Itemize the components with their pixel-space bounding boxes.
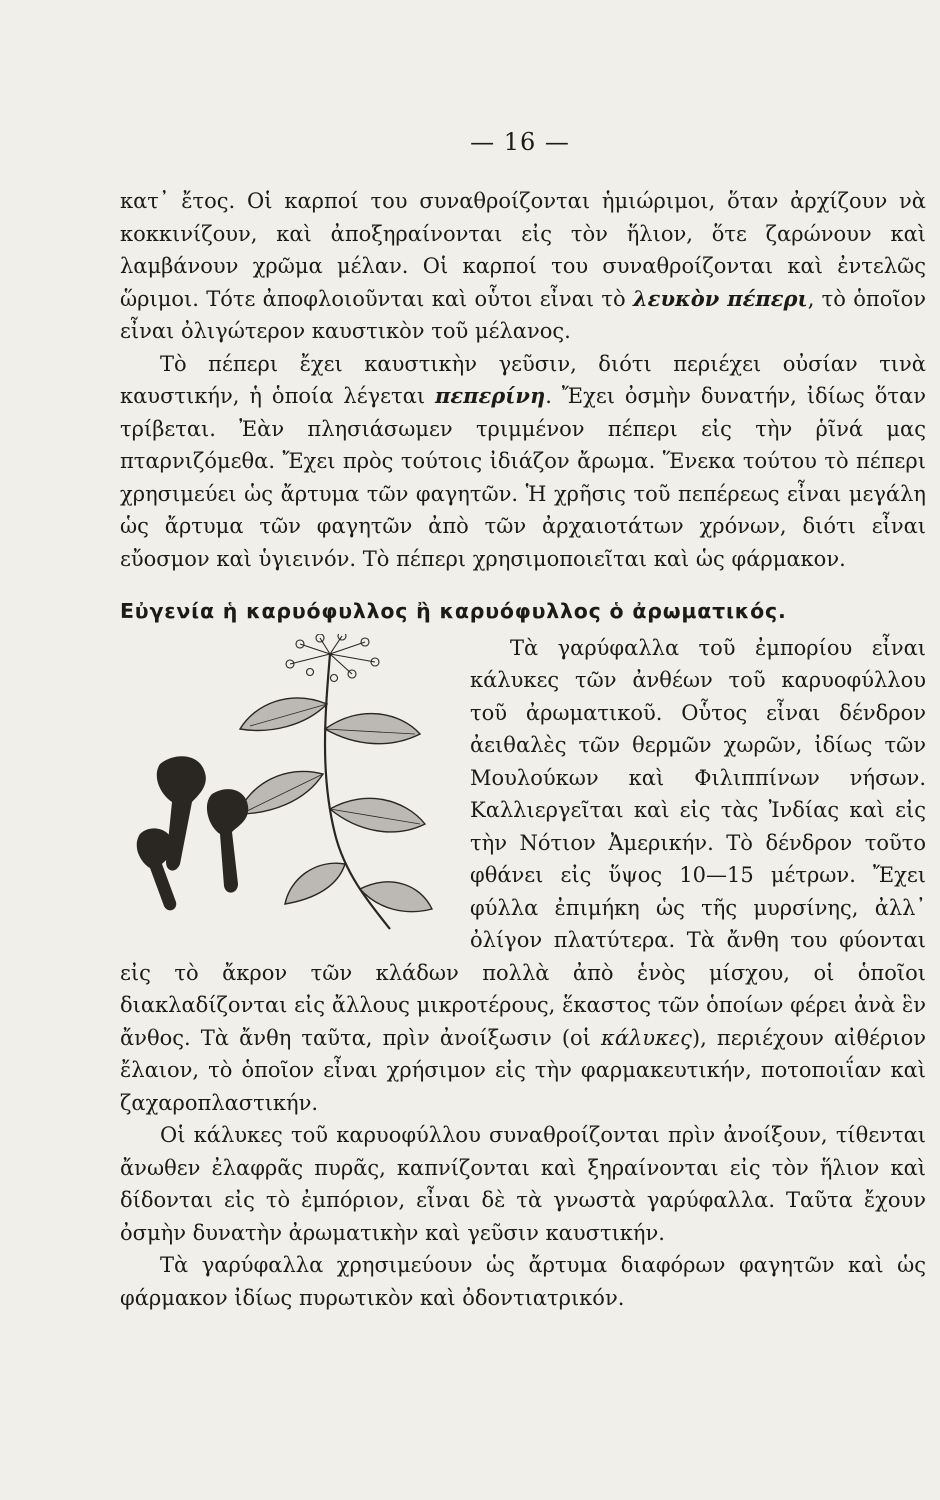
page-number: — 16 —: [470, 128, 570, 156]
paragraph-pepper-taste: [120, 348, 926, 576]
clove-illustration: [120, 634, 460, 934]
paragraph-text: , τὸ ὁποῖον εἶναι ὀλιγώτερον καυστικὸν τοῦ μέλανος.: [120, 286, 926, 343]
term-calyces: κάλυκες: [601, 1025, 692, 1050]
term-piperine: πεπερίνη: [435, 383, 546, 408]
paragraph-text: ), περιέχουν αἰθέριον ἔλαιον, τὸ ὁποῖον εἶναι χρήσιμον εἰς τὴν φαρμακευτικήν, ποτοποιΐαν καὶ ζαχαροπλαστικήν.: [120, 1025, 926, 1115]
paragraph-text: κατ᾽ ἔτος. Οἱ καρποί του συναθροίζονται ἡμιώριμοι, ὅταν ἀρχίζουν νὰ κοκκινίζουν, καὶ ἀποξηραίνονται εἰς τὸν ἥλιον, ὅτε ζαρώνουν καὶ λαμβάνουν χρῶμα μέλαν. Οἱ καρποί του συναθροίζονται καὶ ἐντελῶς ὥριμοι. Τότε ἀποφλοιοῦνται καὶ οὗτοι εἶναι τὸ: [120, 189, 926, 311]
paragraph-clove-description: [120, 632, 926, 1120]
paragraph-text: . Ἔχει ὀσμὴν δυνατήν, ἰδίως ὅταν τρίβεται. Ἐὰν πλησιάσωμεν τριμμένον πέπερι εἰς τὴν ῥῖνά μας πταρνιζόμεθα. Ἔχει πρὸς τούτοις ἰδιάζον ἄρωμα. Ἕνεκα τούτου τὸ πέπερι χρησιμεύει ὡς ἄρτυμα τῶν φαγητῶν. Ἡ χρῆσις τοῦ πεπέρεως εἶναι μεγάλη ὡς ἄρτυμα τῶν φαγητῶν ἀπὸ τῶν ἀρχαιοτάτων χρόνων, διότι εἶναι εὔοσμον καὶ ὑγιεινόν. Τὸ πέπερι χρησιμοποιεῖται καὶ ὡς φάρμακον.: [120, 384, 926, 571]
paragraph-clove-harvest: Οἱ κάλυκες τοῦ καρυοφύλλου συναθροίζονται πρὶν ἀνοίξουν, τίθενται ἄνωθεν ἐλαφρᾶς πυρᾶς, καπνίζονται καὶ ξηραίνονται εἰς τὸν ἥλιον καὶ δίδονται εἰς τὸ ἐμπόριον, εἶναι δὲ τὰ γνωστὰ γαρύφαλλα. Ταῦτα ἔχουν ὀσμὴν δυνατὴν ἀρωματικὴν καὶ γεῦσιν καυστικήν.: [120, 1123, 926, 1245]
paragraph-clove-uses: Τὰ γαρύφαλλα χρησιμεύουν ὡς ἄρτυμα διαφόρων φαγητῶν καὶ ὡς φάρμακον ἰδίως πυρωτικὸν καὶ ὀδοντιατρικόν.: [120, 1253, 926, 1310]
section-heading-clove: Εὐγενία ἡ καρυόφυλλος ἢ καρυόφυλλος ὁ ἀρωματικός.: [120, 599, 787, 623]
paragraph-text: Τὰ γαρύφαλλα τοῦ ἐμπορίου εἶναι κάλυκες τῶν ἀνθέων τοῦ καρυοφύλλου τοῦ ἀρωματικοῦ. Οὗτος εἶναι δένδρον ἀειθαλὲς τῶν θερμῶν χωρῶν, ἰδίως τῶν Μουλούκων καὶ Φιλιππίνων νήσων. Καλλιεργεῖται καὶ εἰς τὰς Ἰνδίας καὶ εἰς τὴν Νότιον Ἀμερικήν. Τὸ δένδρον τοῦτο φθάνει εἰς ὕψος 10—15 μέτρων. Ἔχει φύλλα ἐπιμήκη ὡς τῆς μυρσίνης, ἀλλ᾽ ὀλίγον πλατύτερα. Τὰ ἄνθη του φύονται εἰς τὸ ἄκρον τῶν κλάδων πολλὰ ἀπὸ ἑνὸς μίσχου, οἱ ὁποῖοι διακλαδίζονται εἰς ἄλλους μικροτέρους, ἕκαστος τῶν ὁποίων φέρει ἀνὰ ἓν ἄνθος. Τὰ ἄνθη ταῦτα, πρὶν ἀνοίξωσιν (οἱ: [120, 635, 926, 1050]
term-white-pepper: λευκὸν πέπερι: [632, 285, 808, 311]
page-body: [120, 185, 926, 1314]
paragraph-text: Τὸ πέπερι ἔχει καυστικὴν γεῦσιν, διότι περιέχει οὐσίαν τινὰ καυστικήν, ἡ ὁποία λέγεται: [120, 351, 926, 408]
paragraph-pepper-fruit: [120, 185, 926, 348]
clove-branch-icon: [120, 634, 460, 934]
